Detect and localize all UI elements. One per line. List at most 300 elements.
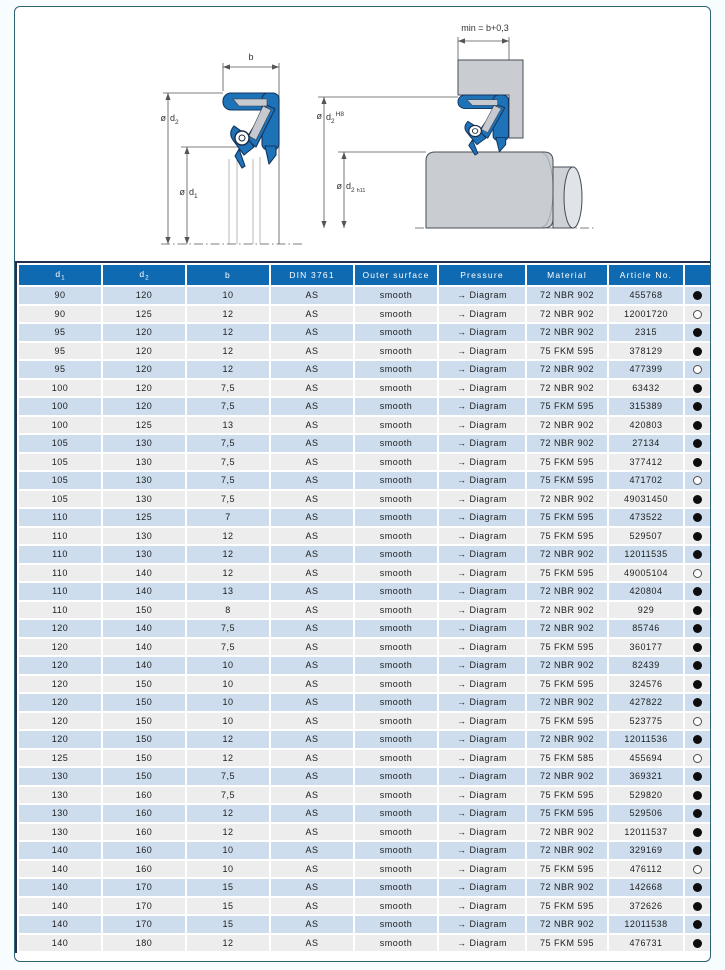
cell-surface: smooth (355, 417, 437, 434)
cell-article: 473522 (609, 509, 683, 526)
col-header-outer-surface: Outer surface (355, 265, 437, 285)
cell-d1: 120 (19, 657, 101, 674)
cell-din: AS (271, 861, 353, 878)
cell-d1: 130 (19, 824, 101, 841)
cell-din: AS (271, 694, 353, 711)
cell-d1: 95 (19, 343, 101, 360)
cell-article: 315389 (609, 398, 683, 415)
cell-din: AS (271, 620, 353, 637)
cell-pressure[interactable]: → Diagram (439, 824, 525, 841)
cell-d1: 130 (19, 805, 101, 822)
cell-b: 12 (187, 805, 269, 822)
cell-article: 85746 (609, 620, 683, 637)
availability-dot-filled (693, 846, 702, 855)
availability-dot-filled (693, 347, 702, 356)
cell-b: 7,5 (187, 768, 269, 785)
cell-material: 72 NBR 902 (527, 324, 607, 341)
cell-b: 15 (187, 898, 269, 915)
cell-pressure[interactable]: → Diagram (439, 528, 525, 545)
cell-material: 75 FKM 595 (527, 509, 607, 526)
table-row (19, 620, 710, 637)
cell-pressure[interactable]: → Diagram (439, 343, 525, 360)
cell-din: AS (271, 750, 353, 767)
cell-availability (685, 805, 710, 822)
cell-b: 15 (187, 916, 269, 933)
cell-d1: 110 (19, 602, 101, 619)
availability-dot-open (693, 865, 702, 874)
dim-label-min: min = b+0,3 (461, 23, 509, 33)
table-row (19, 842, 710, 859)
cell-material: 75 FKM 595 (527, 343, 607, 360)
availability-dot-filled (693, 939, 702, 948)
cell-pressure[interactable]: → Diagram (439, 879, 525, 896)
table-row (19, 602, 710, 619)
cell-pressure[interactable]: → Diagram (439, 435, 525, 452)
cell-b: 8 (187, 602, 269, 619)
cell-surface: smooth (355, 750, 437, 767)
cell-material: 72 NBR 902 (527, 731, 607, 748)
cell-b: 13 (187, 583, 269, 600)
cell-d1: 105 (19, 435, 101, 452)
cell-article: 529506 (609, 805, 683, 822)
table-row (19, 398, 710, 415)
cell-din: AS (271, 361, 353, 378)
cell-d2: 130 (103, 472, 185, 489)
table-row (19, 380, 710, 397)
cell-d2: 160 (103, 805, 185, 822)
cell-material: 72 NBR 902 (527, 602, 607, 619)
cell-d2: 125 (103, 306, 185, 323)
cell-surface: smooth (355, 731, 437, 748)
col-header-d2: $d_2$ (103, 265, 185, 285)
cell-pressure[interactable]: → Diagram (439, 620, 525, 637)
cell-availability (685, 898, 710, 915)
cell-pressure[interactable]: → Diagram (439, 509, 525, 526)
cell-article: 420804 (609, 583, 683, 600)
cell-surface: smooth (355, 361, 437, 378)
cell-b: 12 (187, 324, 269, 341)
availability-dot-filled (693, 920, 702, 929)
cell-surface: smooth (355, 657, 437, 674)
cell-din: AS (271, 417, 353, 434)
cell-article: 378129 (609, 343, 683, 360)
cell-material: 72 NBR 902 (527, 824, 607, 841)
cell-availability (685, 287, 710, 304)
cell-d2: 130 (103, 528, 185, 545)
cell-b: 10 (187, 657, 269, 674)
cell-surface: smooth (355, 935, 437, 952)
cell-b: 7,5 (187, 398, 269, 415)
table-row (19, 454, 710, 471)
col-header-material: Material (527, 265, 607, 285)
cell-surface: smooth (355, 472, 437, 489)
cell-din: AS (271, 842, 353, 859)
cell-surface: smooth (355, 583, 437, 600)
dim-label-d2-h11: ø $d_2$ $_{h11}$ (331, 181, 365, 194)
availability-dot-filled (693, 513, 702, 522)
cell-material: 72 NBR 902 (527, 491, 607, 508)
cell-b: 12 (187, 731, 269, 748)
cell-availability (685, 768, 710, 785)
cell-pressure[interactable]: → Diagram (439, 472, 525, 489)
table-row (19, 491, 710, 508)
cell-availability (685, 528, 710, 545)
table-row (19, 528, 710, 545)
cell-article: 377412 (609, 454, 683, 471)
cell-surface: smooth (355, 343, 437, 360)
cell-pressure[interactable]: → Diagram (439, 324, 525, 341)
table-row (19, 306, 710, 323)
cell-d1: 100 (19, 417, 101, 434)
cell-d2: 180 (103, 935, 185, 952)
cell-pressure[interactable]: → Diagram (439, 713, 525, 730)
cell-article: 142668 (609, 879, 683, 896)
cell-pressure[interactable]: → Diagram (439, 805, 525, 822)
cell-d1: 100 (19, 380, 101, 397)
availability-dot-filled (693, 291, 702, 300)
cell-article: 12001720 (609, 306, 683, 323)
cell-d2: 160 (103, 787, 185, 804)
table-row (19, 509, 710, 526)
cell-d2: 160 (103, 824, 185, 841)
cell-availability (685, 435, 710, 452)
availability-dot-filled (693, 828, 702, 837)
cell-d1: 120 (19, 676, 101, 693)
cell-b: 10 (187, 694, 269, 711)
cell-pressure[interactable]: → Diagram (439, 583, 525, 600)
cell-article: 49031450 (609, 491, 683, 508)
cell-b: 12 (187, 306, 269, 323)
cell-d1: 105 (19, 491, 101, 508)
cell-article: 455768 (609, 287, 683, 304)
cell-d2: 120 (103, 287, 185, 304)
cell-surface: smooth (355, 306, 437, 323)
cell-d2: 125 (103, 509, 185, 526)
cell-pressure[interactable]: → Diagram (439, 454, 525, 471)
cell-material: 72 NBR 902 (527, 361, 607, 378)
cell-din: AS (271, 528, 353, 545)
cell-article: 360177 (609, 639, 683, 656)
cell-pressure[interactable]: → Diagram (439, 898, 525, 915)
cell-d1: 120 (19, 620, 101, 637)
cell-pressure[interactable]: → Diagram (439, 417, 525, 434)
cell-d1: 100 (19, 398, 101, 415)
cell-pressure[interactable]: → Diagram (439, 546, 525, 563)
table-row (19, 768, 710, 785)
availability-dot-filled (693, 809, 702, 818)
cell-din: AS (271, 472, 353, 489)
cell-din: AS (271, 657, 353, 674)
cell-material: 75 FKM 595 (527, 565, 607, 582)
cell-din: AS (271, 916, 353, 933)
cell-surface: smooth (355, 287, 437, 304)
cell-material: 72 NBR 902 (527, 417, 607, 434)
cell-availability (685, 620, 710, 637)
cell-d2: 150 (103, 731, 185, 748)
cell-d1: 140 (19, 935, 101, 952)
cell-availability (685, 842, 710, 859)
diameter-symbol: ø (336, 181, 342, 191)
cell-article: 12011536 (609, 731, 683, 748)
cell-pressure[interactable]: → Diagram (439, 398, 525, 415)
availability-dot-filled (693, 643, 702, 652)
cell-pressure[interactable]: → Diagram (439, 768, 525, 785)
cell-surface: smooth (355, 509, 437, 526)
cell-material: 75 FKM 595 (527, 898, 607, 915)
table-row (19, 916, 710, 933)
cell-pressure[interactable]: → Diagram (439, 787, 525, 804)
cell-b: 12 (187, 565, 269, 582)
col-header-pressure: Pressure (439, 265, 525, 285)
table-row (19, 731, 710, 748)
cell-surface: smooth (355, 565, 437, 582)
table-row (19, 565, 710, 582)
cell-d1: 95 (19, 324, 101, 341)
cell-surface: smooth (355, 879, 437, 896)
cell-article: 49005104 (609, 565, 683, 582)
cell-d2: 120 (103, 380, 185, 397)
dimension-arrows-left (165, 64, 279, 244)
cell-din: AS (271, 768, 353, 785)
cell-material: 75 FKM 595 (527, 454, 607, 471)
cell-din: AS (271, 879, 353, 896)
cell-d2: 125 (103, 417, 185, 434)
cell-material: 72 NBR 902 (527, 380, 607, 397)
cell-d1: 120 (19, 639, 101, 656)
cell-pressure[interactable]: → Diagram (439, 380, 525, 397)
availability-dot-filled (693, 587, 702, 596)
cell-din: AS (271, 583, 353, 600)
cell-availability (685, 343, 710, 360)
cell-availability (685, 565, 710, 582)
garter-spring (235, 131, 249, 145)
col-header-din: DIN 3761 (271, 265, 353, 285)
cell-material: 72 NBR 902 (527, 546, 607, 563)
table-row (19, 694, 710, 711)
cell-material: 75 FKM 595 (527, 713, 607, 730)
cell-din: AS (271, 398, 353, 415)
cell-pressure[interactable]: → Diagram (439, 694, 525, 711)
cell-b: 7,5 (187, 435, 269, 452)
availability-dot-filled (693, 439, 702, 448)
cell-availability (685, 935, 710, 952)
cell-d1: 130 (19, 787, 101, 804)
cell-pressure[interactable]: → Diagram (439, 935, 525, 952)
cell-din: AS (271, 509, 353, 526)
cell-material: 72 NBR 902 (527, 657, 607, 674)
cell-d2: 170 (103, 898, 185, 915)
cell-availability (685, 306, 710, 323)
cell-din: AS (271, 935, 353, 952)
cell-availability (685, 398, 710, 415)
cell-availability (685, 676, 710, 693)
cell-b: 12 (187, 361, 269, 378)
cell-b: 12 (187, 935, 269, 952)
seal-cross-section-mounted (458, 95, 508, 155)
cell-availability (685, 509, 710, 526)
table-row (19, 417, 710, 434)
cell-d1: 105 (19, 472, 101, 489)
cell-availability (685, 417, 710, 434)
cell-pressure[interactable]: → Diagram (439, 842, 525, 859)
cell-d1: 110 (19, 509, 101, 526)
cell-surface: smooth (355, 694, 437, 711)
cell-b: 10 (187, 842, 269, 859)
availability-dot-open (693, 717, 702, 726)
cell-material: 75 FKM 595 (527, 787, 607, 804)
cell-d1: 105 (19, 454, 101, 471)
cell-d2: 140 (103, 657, 185, 674)
cell-availability (685, 824, 710, 841)
cell-article: 12011537 (609, 824, 683, 841)
cell-surface: smooth (355, 380, 437, 397)
availability-dot-filled (693, 698, 702, 707)
table-row (19, 343, 710, 360)
cell-din: AS (271, 343, 353, 360)
cell-d2: 160 (103, 842, 185, 859)
cell-material: 75 FKM 595 (527, 528, 607, 545)
availability-dot-filled (693, 384, 702, 393)
cell-din: AS (271, 787, 353, 804)
cell-article: 12011538 (609, 916, 683, 933)
cell-surface: smooth (355, 787, 437, 804)
cell-pressure[interactable]: → Diagram (439, 639, 525, 656)
dim-label-d1: ø $d_1$ (174, 187, 198, 200)
dim-label-b: b (248, 52, 254, 62)
cell-article: 369321 (609, 768, 683, 785)
size-table-wrap (15, 261, 711, 953)
cell-surface: smooth (355, 916, 437, 933)
table-row (19, 639, 710, 656)
cell-d2: 140 (103, 639, 185, 656)
cell-pressure[interactable]: → Diagram (439, 491, 525, 508)
col-header-availability (685, 265, 710, 285)
cell-pressure[interactable]: → Diagram (439, 676, 525, 693)
cell-d1: 110 (19, 528, 101, 545)
cell-material: 75 FKM 595 (527, 805, 607, 822)
cell-article: 529507 (609, 528, 683, 545)
table-row (19, 824, 710, 841)
col-header-article: Article No. (609, 265, 683, 285)
cell-availability (685, 713, 710, 730)
table-row (19, 805, 710, 822)
table-row (19, 713, 710, 730)
cell-b: 12 (187, 343, 269, 360)
cell-d1: 120 (19, 713, 101, 730)
cell-material: 75 FKM 585 (527, 750, 607, 767)
cell-availability (685, 861, 710, 878)
cell-din: AS (271, 731, 353, 748)
availability-dot-filled (693, 902, 702, 911)
cell-din: AS (271, 306, 353, 323)
cell-material: 72 NBR 902 (527, 287, 607, 304)
cell-pressure[interactable]: → Diagram (439, 731, 525, 748)
seal-drawing-svg (15, 7, 711, 257)
cell-availability (685, 916, 710, 933)
cell-d2: 120 (103, 324, 185, 341)
cell-pressure[interactable]: → Diagram (439, 602, 525, 619)
cell-b: 7,5 (187, 639, 269, 656)
cell-surface: smooth (355, 398, 437, 415)
availability-dot-filled (693, 328, 702, 337)
cell-article: 529820 (609, 787, 683, 804)
cell-pressure[interactable]: → Diagram (439, 657, 525, 674)
cell-d1: 120 (19, 694, 101, 711)
cell-b: 7,5 (187, 620, 269, 637)
cell-availability (685, 491, 710, 508)
table-row (19, 583, 710, 600)
cell-material: 72 NBR 902 (527, 842, 607, 859)
cell-surface: smooth (355, 713, 437, 730)
col-header-b: b (187, 265, 269, 285)
cell-din: AS (271, 639, 353, 656)
cell-b: 10 (187, 713, 269, 730)
cell-article: 476112 (609, 861, 683, 878)
availability-dot-filled (693, 532, 702, 541)
table-row (19, 472, 710, 489)
col-header-d1: $d_1$ (19, 265, 101, 285)
cell-d1: 140 (19, 842, 101, 859)
availability-dot-filled (693, 680, 702, 689)
technical-drawing (15, 7, 711, 257)
cell-pressure[interactable]: → Diagram (439, 861, 525, 878)
cell-pressure[interactable]: → Diagram (439, 916, 525, 933)
cell-d2: 120 (103, 361, 185, 378)
cell-din: AS (271, 824, 353, 841)
cell-d1: 110 (19, 583, 101, 600)
cell-pressure[interactable]: → Diagram (439, 287, 525, 304)
cell-material: 75 FKM 595 (527, 861, 607, 878)
table-row (19, 324, 710, 341)
cell-material: 72 NBR 902 (527, 879, 607, 896)
cell-material: 75 FKM 595 (527, 676, 607, 693)
cell-d1: 140 (19, 879, 101, 896)
cell-surface: smooth (355, 639, 437, 656)
cell-d1: 140 (19, 916, 101, 933)
cell-article: 455694 (609, 750, 683, 767)
shaft-section (426, 152, 582, 228)
cell-surface: smooth (355, 861, 437, 878)
cell-d2: 130 (103, 546, 185, 563)
cell-b: 10 (187, 287, 269, 304)
cell-pressure[interactable]: → Diagram (439, 565, 525, 582)
table-row (19, 935, 710, 952)
cell-availability (685, 879, 710, 896)
cell-b: 12 (187, 546, 269, 563)
cell-d2: 140 (103, 620, 185, 637)
cell-availability (685, 750, 710, 767)
cell-b: 7 (187, 509, 269, 526)
cell-availability (685, 694, 710, 711)
cell-d1: 140 (19, 861, 101, 878)
cell-b: 12 (187, 824, 269, 841)
dim-label-d2: ø $d_2$ (155, 113, 179, 126)
availability-dot-filled (693, 735, 702, 744)
cell-d2: 120 (103, 398, 185, 415)
availability-dot-filled (693, 883, 702, 892)
cell-pressure[interactable]: → Diagram (439, 306, 525, 323)
cell-pressure[interactable]: → Diagram (439, 361, 525, 378)
table-row (19, 750, 710, 767)
cell-din: AS (271, 713, 353, 730)
cell-availability (685, 472, 710, 489)
dim-label-d2-h8: ø $d_2^{H8}$ (311, 111, 344, 125)
cell-pressure[interactable]: → Diagram (439, 750, 525, 767)
cell-surface: smooth (355, 324, 437, 341)
availability-dot-open (693, 476, 702, 485)
availability-dot-filled (693, 550, 702, 559)
cell-d2: 130 (103, 491, 185, 508)
